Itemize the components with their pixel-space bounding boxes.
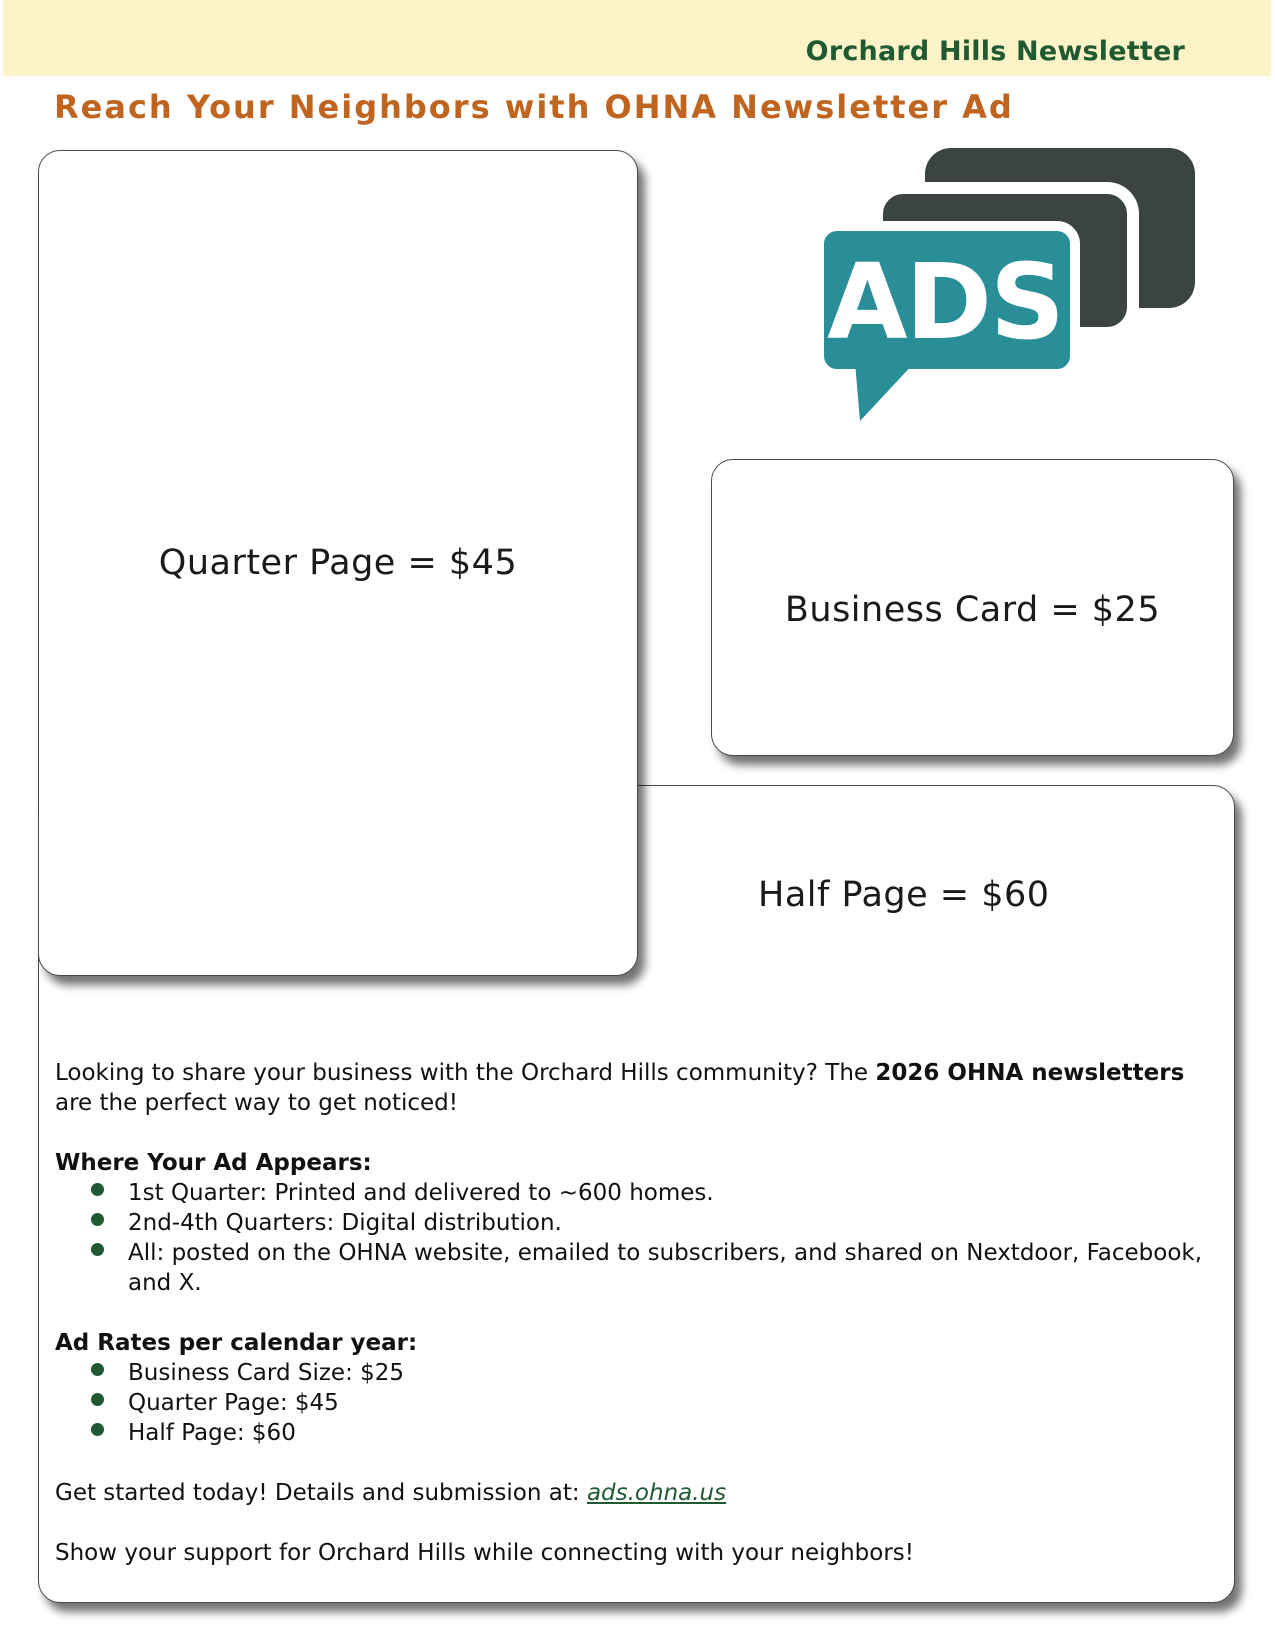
- ads-logo-icon: [815, 148, 1205, 428]
- intro-text-end: are the perfect way to get noticed!: [55, 1090, 458, 1116]
- newsletter-title: Orchard Hills Newsletter: [805, 36, 1185, 67]
- cta-paragraph: [55, 1478, 1225, 1508]
- list-item: 1st Quarter: Printed and delivered to ~600 homes.: [128, 1178, 1225, 1208]
- list-item: 2nd-4th Quarters: Digital distribution.: [128, 1208, 1225, 1238]
- intro-bold: 2026 OHNA newsletters: [875, 1060, 1185, 1086]
- business-card-label: Business Card = $25: [784, 590, 1161, 630]
- rates-list: [55, 1358, 1225, 1448]
- ads-link[interactable]: ads.ohna.us: [586, 1480, 727, 1506]
- intro-text: Looking to share your business with the Orchard Hills community? The: [55, 1060, 876, 1086]
- page-heading: Reach Your Neighbors with OHNA Newsletter Ad: [54, 88, 1014, 126]
- half-page-label: Half Page = $60: [758, 875, 1050, 915]
- closing-paragraph: Show your support for Orchard Hills while connecting with your neighbors!: [55, 1540, 914, 1566]
- where-list: [55, 1178, 1225, 1298]
- quarter-page-ad-box: [38, 150, 638, 976]
- logo-text: ADS: [827, 241, 1063, 363]
- intro-paragraph: [55, 1058, 1225, 1118]
- business-card-ad-box: [711, 459, 1234, 756]
- list-item: Half Page: $60: [128, 1418, 1225, 1448]
- list-item: Quarter Page: $45: [128, 1388, 1225, 1418]
- where-heading: Where Your Ad Appears:: [55, 1150, 372, 1176]
- list-item: Business Card Size: $25: [128, 1358, 1225, 1388]
- rates-heading: Ad Rates per calendar year:: [55, 1330, 418, 1356]
- list-item: All: posted on the OHNA website, emailed to subscribers, and shared on Nextdoor, Facebook, and X.: [128, 1238, 1225, 1298]
- quarter-page-label: Quarter Page = $45: [158, 543, 518, 583]
- cta-text: Get started today! Details and submission at:: [55, 1480, 587, 1506]
- body-copy: [55, 1058, 1225, 1568]
